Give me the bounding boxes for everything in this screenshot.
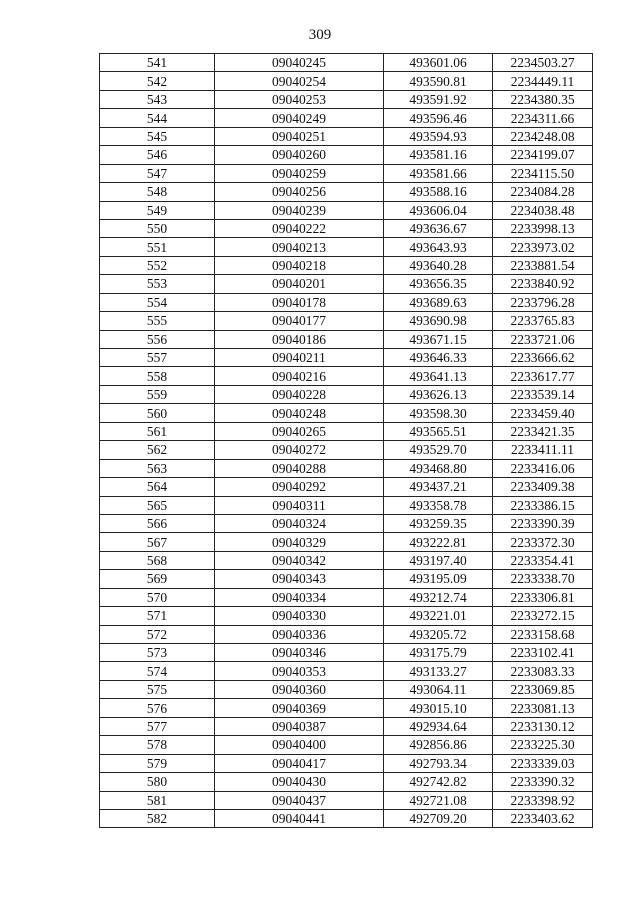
point-code-cell: 09040249 xyxy=(215,109,384,127)
x-coordinate-cell: 493601.06 xyxy=(384,54,493,72)
table-row xyxy=(100,219,593,237)
x-coordinate-cell: 492793.34 xyxy=(384,754,493,772)
x-coordinate-cell: 493064.11 xyxy=(384,680,493,698)
table-row xyxy=(100,183,593,201)
row-number-cell: 553 xyxy=(100,275,215,293)
row-number-cell: 578 xyxy=(100,736,215,754)
x-coordinate-cell: 493690.98 xyxy=(384,312,493,330)
row-number-cell: 545 xyxy=(100,127,215,145)
y-coordinate-cell: 2234503.27 xyxy=(493,54,593,72)
point-code-cell: 09040228 xyxy=(215,385,384,403)
x-coordinate-cell: 493588.16 xyxy=(384,183,493,201)
y-coordinate-cell: 2233416.06 xyxy=(493,459,593,477)
point-code-cell: 09040437 xyxy=(215,791,384,809)
x-coordinate-cell: 493205.72 xyxy=(384,625,493,643)
row-number-cell: 565 xyxy=(100,496,215,514)
table-row xyxy=(100,256,593,274)
y-coordinate-cell: 2233539.14 xyxy=(493,385,593,403)
table-row xyxy=(100,422,593,440)
row-number-cell: 575 xyxy=(100,680,215,698)
row-number-cell: 550 xyxy=(100,219,215,237)
table-row xyxy=(100,238,593,256)
table-row xyxy=(100,459,593,477)
x-coordinate-cell: 493197.40 xyxy=(384,551,493,569)
row-number-cell: 577 xyxy=(100,717,215,735)
point-code-cell: 09040178 xyxy=(215,293,384,311)
x-coordinate-cell: 492709.20 xyxy=(384,809,493,827)
point-code-cell: 09040346 xyxy=(215,644,384,662)
table-row xyxy=(100,54,593,72)
row-number-cell: 549 xyxy=(100,201,215,219)
y-coordinate-cell: 2233083.33 xyxy=(493,662,593,680)
row-number-cell: 566 xyxy=(100,514,215,532)
x-coordinate-cell: 493590.81 xyxy=(384,72,493,90)
row-number-cell: 552 xyxy=(100,256,215,274)
y-coordinate-cell: 2233390.32 xyxy=(493,773,593,791)
x-coordinate-cell: 492742.82 xyxy=(384,773,493,791)
x-coordinate-cell: 493671.15 xyxy=(384,330,493,348)
y-coordinate-cell: 2233409.38 xyxy=(493,478,593,496)
x-coordinate-cell: 493529.70 xyxy=(384,441,493,459)
row-number-cell: 559 xyxy=(100,385,215,403)
y-coordinate-cell: 2234311.66 xyxy=(493,109,593,127)
x-coordinate-cell: 493596.46 xyxy=(384,109,493,127)
y-coordinate-cell: 2233973.02 xyxy=(493,238,593,256)
x-coordinate-cell: 493468.80 xyxy=(384,459,493,477)
y-coordinate-cell: 2233421.35 xyxy=(493,422,593,440)
point-code-cell: 09040218 xyxy=(215,256,384,274)
y-coordinate-cell: 2233411.11 xyxy=(493,441,593,459)
x-coordinate-cell: 492721.08 xyxy=(384,791,493,809)
x-coordinate-cell: 493565.51 xyxy=(384,422,493,440)
row-number-cell: 556 xyxy=(100,330,215,348)
point-code-cell: 09040430 xyxy=(215,773,384,791)
table-row xyxy=(100,662,593,680)
y-coordinate-cell: 2233069.85 xyxy=(493,680,593,698)
row-number-cell: 557 xyxy=(100,349,215,367)
x-coordinate-cell: 493221.01 xyxy=(384,607,493,625)
table-row xyxy=(100,625,593,643)
point-code-cell: 09040248 xyxy=(215,404,384,422)
y-coordinate-cell: 2233403.62 xyxy=(493,809,593,827)
y-coordinate-cell: 2233338.70 xyxy=(493,570,593,588)
coordinates-table xyxy=(99,53,593,828)
y-coordinate-cell: 2234380.35 xyxy=(493,90,593,108)
y-coordinate-cell: 2233306.81 xyxy=(493,588,593,606)
row-number-cell: 567 xyxy=(100,533,215,551)
y-coordinate-cell: 2234248.08 xyxy=(493,127,593,145)
y-coordinate-cell: 2233765.83 xyxy=(493,312,593,330)
row-number-cell: 570 xyxy=(100,588,215,606)
table-row xyxy=(100,607,593,625)
row-number-cell: 554 xyxy=(100,293,215,311)
y-coordinate-cell: 2233840.92 xyxy=(493,275,593,293)
x-coordinate-cell: 493594.93 xyxy=(384,127,493,145)
row-number-cell: 579 xyxy=(100,754,215,772)
y-coordinate-cell: 2233102.41 xyxy=(493,644,593,662)
y-coordinate-cell: 2233666.62 xyxy=(493,349,593,367)
table-body xyxy=(100,54,593,828)
table-row xyxy=(100,680,593,698)
row-number-cell: 564 xyxy=(100,478,215,496)
row-number-cell: 581 xyxy=(100,791,215,809)
point-code-cell: 09040288 xyxy=(215,459,384,477)
x-coordinate-cell: 493646.33 xyxy=(384,349,493,367)
y-coordinate-cell: 2233617.77 xyxy=(493,367,593,385)
table-row xyxy=(100,551,593,569)
y-coordinate-cell: 2233339.03 xyxy=(493,754,593,772)
table-row xyxy=(100,496,593,514)
point-code-cell: 09040239 xyxy=(215,201,384,219)
y-coordinate-cell: 2234199.07 xyxy=(493,146,593,164)
y-coordinate-cell: 2233459.40 xyxy=(493,404,593,422)
point-code-cell: 09040216 xyxy=(215,367,384,385)
table-row xyxy=(100,754,593,772)
page-number: 309 xyxy=(308,27,332,43)
x-coordinate-cell: 493598.30 xyxy=(384,404,493,422)
point-code-cell: 09040311 xyxy=(215,496,384,514)
y-coordinate-cell: 2233158.68 xyxy=(493,625,593,643)
table-row xyxy=(100,441,593,459)
table-row xyxy=(100,146,593,164)
row-number-cell: 555 xyxy=(100,312,215,330)
row-number-cell: 568 xyxy=(100,551,215,569)
x-coordinate-cell: 492934.64 xyxy=(384,717,493,735)
point-code-cell: 09040272 xyxy=(215,441,384,459)
table-row xyxy=(100,312,593,330)
point-code-cell: 09040360 xyxy=(215,680,384,698)
y-coordinate-cell: 2234084.28 xyxy=(493,183,593,201)
y-coordinate-cell: 2233354.41 xyxy=(493,551,593,569)
point-code-cell: 09040201 xyxy=(215,275,384,293)
table-row xyxy=(100,717,593,735)
row-number-cell: 561 xyxy=(100,422,215,440)
point-code-cell: 09040324 xyxy=(215,514,384,532)
y-coordinate-cell: 2233386.15 xyxy=(493,496,593,514)
x-coordinate-cell: 493626.13 xyxy=(384,385,493,403)
row-number-cell: 569 xyxy=(100,570,215,588)
y-coordinate-cell: 2234115.50 xyxy=(493,164,593,182)
y-coordinate-cell: 2234038.48 xyxy=(493,201,593,219)
y-coordinate-cell: 2233272.15 xyxy=(493,607,593,625)
x-coordinate-cell: 493437.21 xyxy=(384,478,493,496)
table-row xyxy=(100,514,593,532)
point-code-cell: 09040265 xyxy=(215,422,384,440)
row-number-cell: 544 xyxy=(100,109,215,127)
x-coordinate-cell: 493606.04 xyxy=(384,201,493,219)
x-coordinate-cell: 493222.81 xyxy=(384,533,493,551)
table-row xyxy=(100,533,593,551)
row-number-cell: 551 xyxy=(100,238,215,256)
y-coordinate-cell: 2233225.30 xyxy=(493,736,593,754)
point-code-cell: 09040186 xyxy=(215,330,384,348)
y-coordinate-cell: 2234449.11 xyxy=(493,72,593,90)
point-code-cell: 09040260 xyxy=(215,146,384,164)
x-coordinate-cell: 493643.93 xyxy=(384,238,493,256)
table-row xyxy=(100,275,593,293)
x-coordinate-cell: 493259.35 xyxy=(384,514,493,532)
y-coordinate-cell: 2233081.13 xyxy=(493,699,593,717)
point-code-cell: 09040251 xyxy=(215,127,384,145)
point-code-cell: 09040343 xyxy=(215,570,384,588)
y-coordinate-cell: 2233998.13 xyxy=(493,219,593,237)
row-number-cell: 576 xyxy=(100,699,215,717)
point-code-cell: 09040400 xyxy=(215,736,384,754)
x-coordinate-cell: 493591.92 xyxy=(384,90,493,108)
row-number-cell: 560 xyxy=(100,404,215,422)
y-coordinate-cell: 2233390.39 xyxy=(493,514,593,532)
point-code-cell: 09040254 xyxy=(215,72,384,90)
row-number-cell: 563 xyxy=(100,459,215,477)
row-number-cell: 542 xyxy=(100,72,215,90)
table-row xyxy=(100,773,593,791)
row-number-cell: 546 xyxy=(100,146,215,164)
table-row xyxy=(100,109,593,127)
table-row xyxy=(100,72,593,90)
table-row xyxy=(100,90,593,108)
point-code-cell: 09040177 xyxy=(215,312,384,330)
x-coordinate-cell: 493358.78 xyxy=(384,496,493,514)
point-code-cell: 09040353 xyxy=(215,662,384,680)
y-coordinate-cell: 2233796.28 xyxy=(493,293,593,311)
row-number-cell: 547 xyxy=(100,164,215,182)
x-coordinate-cell: 493212.74 xyxy=(384,588,493,606)
point-code-cell: 09040211 xyxy=(215,349,384,367)
y-coordinate-cell: 2233372.30 xyxy=(493,533,593,551)
y-coordinate-cell: 2233130.12 xyxy=(493,717,593,735)
row-number-cell: 541 xyxy=(100,54,215,72)
row-number-cell: 558 xyxy=(100,367,215,385)
y-coordinate-cell: 2233398.92 xyxy=(493,791,593,809)
point-code-cell: 09040245 xyxy=(215,54,384,72)
table-row xyxy=(100,699,593,717)
point-code-cell: 09040256 xyxy=(215,183,384,201)
table-row xyxy=(100,588,593,606)
x-coordinate-cell: 493175.79 xyxy=(384,644,493,662)
x-coordinate-cell: 493581.66 xyxy=(384,164,493,182)
point-code-cell: 09040213 xyxy=(215,238,384,256)
point-code-cell: 09040292 xyxy=(215,478,384,496)
point-code-cell: 09040441 xyxy=(215,809,384,827)
row-number-cell: 582 xyxy=(100,809,215,827)
row-number-cell: 543 xyxy=(100,90,215,108)
row-number-cell: 548 xyxy=(100,183,215,201)
y-coordinate-cell: 2233721.06 xyxy=(493,330,593,348)
x-coordinate-cell: 493636.67 xyxy=(384,219,493,237)
point-code-cell: 09040259 xyxy=(215,164,384,182)
table-row xyxy=(100,330,593,348)
point-code-cell: 09040329 xyxy=(215,533,384,551)
table-row xyxy=(100,644,593,662)
table-row xyxy=(100,404,593,422)
x-coordinate-cell: 493133.27 xyxy=(384,662,493,680)
point-code-cell: 09040334 xyxy=(215,588,384,606)
x-coordinate-cell: 493640.28 xyxy=(384,256,493,274)
x-coordinate-cell: 493689.63 xyxy=(384,293,493,311)
table-row xyxy=(100,736,593,754)
point-code-cell: 09040387 xyxy=(215,717,384,735)
row-number-cell: 562 xyxy=(100,441,215,459)
x-coordinate-cell: 493581.16 xyxy=(384,146,493,164)
x-coordinate-cell: 493195.09 xyxy=(384,570,493,588)
table-row xyxy=(100,293,593,311)
point-code-cell: 09040417 xyxy=(215,754,384,772)
x-coordinate-cell: 493641.13 xyxy=(384,367,493,385)
x-coordinate-cell: 493656.35 xyxy=(384,275,493,293)
row-number-cell: 571 xyxy=(100,607,215,625)
row-number-cell: 573 xyxy=(100,644,215,662)
point-code-cell: 09040342 xyxy=(215,551,384,569)
point-code-cell: 09040330 xyxy=(215,607,384,625)
table-row xyxy=(100,791,593,809)
point-code-cell: 09040336 xyxy=(215,625,384,643)
table-row xyxy=(100,201,593,219)
point-code-cell: 09040222 xyxy=(215,219,384,237)
table-row xyxy=(100,127,593,145)
table-row xyxy=(100,367,593,385)
table-row xyxy=(100,349,593,367)
table-row xyxy=(100,164,593,182)
y-coordinate-cell: 2233881.54 xyxy=(493,256,593,274)
row-number-cell: 574 xyxy=(100,662,215,680)
table-row xyxy=(100,478,593,496)
point-code-cell: 09040253 xyxy=(215,90,384,108)
table-row xyxy=(100,570,593,588)
point-code-cell: 09040369 xyxy=(215,699,384,717)
x-coordinate-cell: 493015.10 xyxy=(384,699,493,717)
table-row xyxy=(100,809,593,827)
row-number-cell: 572 xyxy=(100,625,215,643)
x-coordinate-cell: 492856.86 xyxy=(384,736,493,754)
row-number-cell: 580 xyxy=(100,773,215,791)
table-row xyxy=(100,385,593,403)
